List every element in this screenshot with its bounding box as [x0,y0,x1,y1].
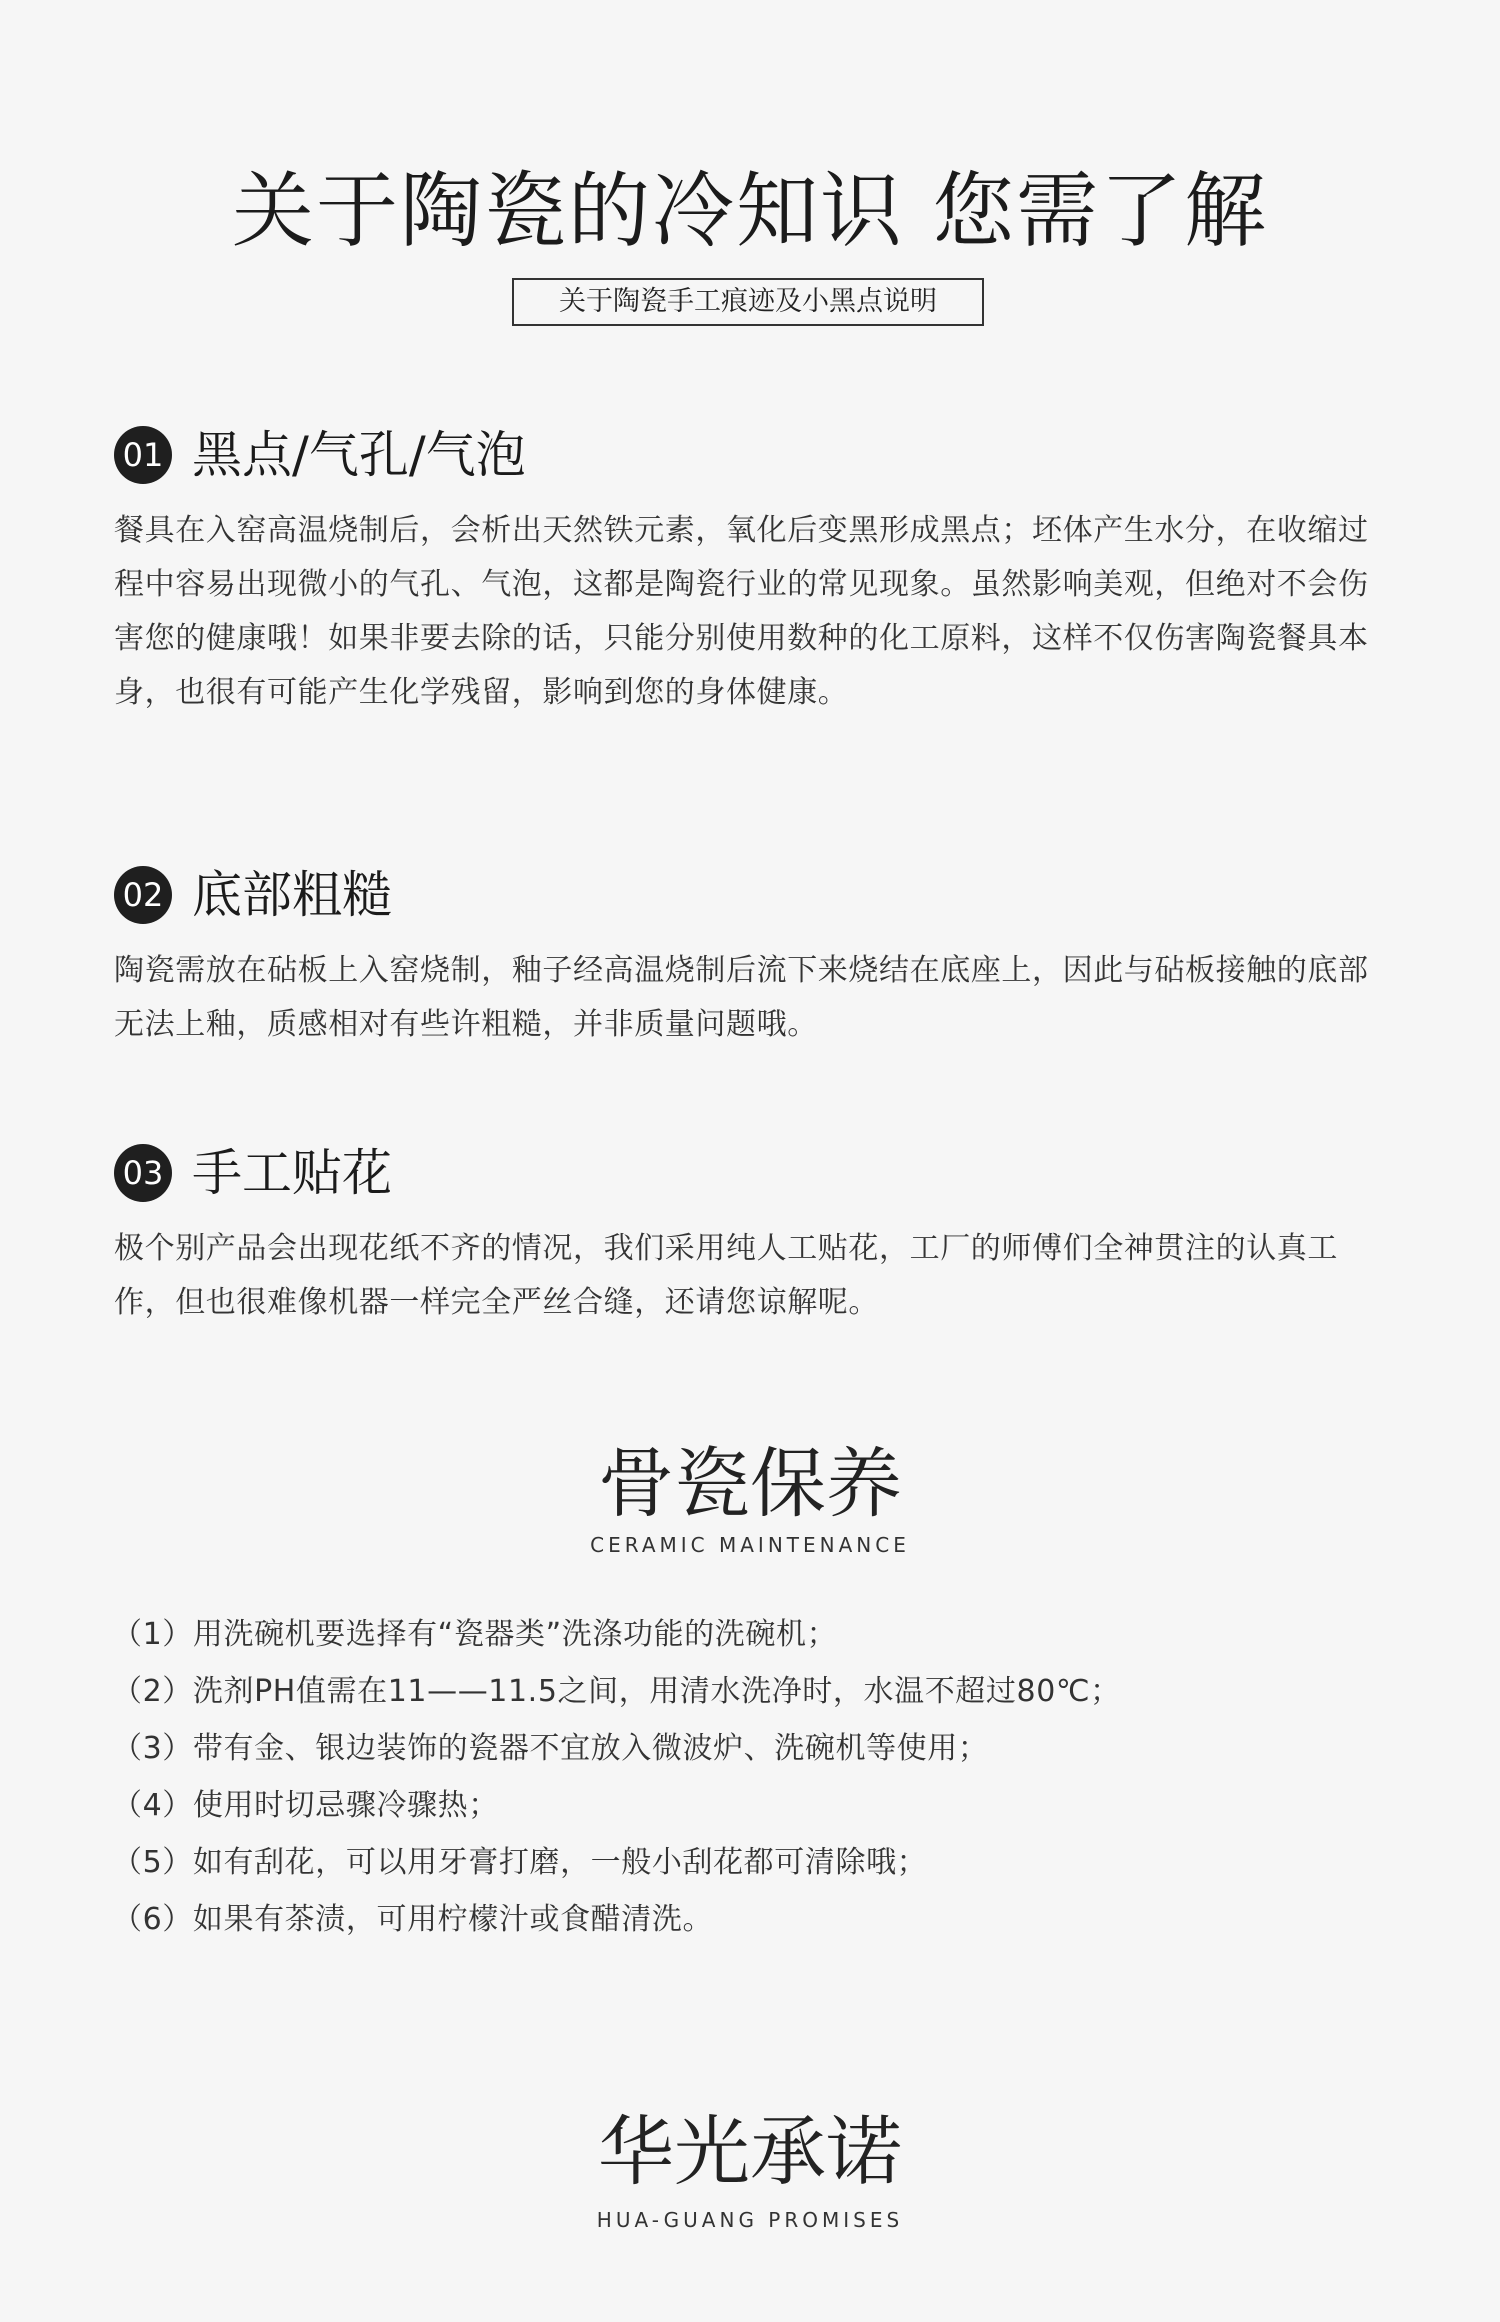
care-list-item: （5）如有刮花，可以用牙膏打磨，一般小刮花都可清除哦； [112,1845,928,1880]
section-black-spots [114,420,1389,720]
care-list-item: （2）洗剂PH值需在11——11.5之间，用清水洗净时，水温不超过80℃； [112,1674,1121,1709]
section-title: 黑点/气孔/气泡 [192,426,526,484]
page-title: 关于陶瓷的冷知识 您需了解 [231,164,1269,259]
section-header [114,420,1389,490]
care-list-item: （1）用洗碗机要选择有“瓷器类”洗涤功能的洗碗机； [112,1617,838,1652]
care-subtitle: CERAMIC MAINTENANCE [590,1533,910,1557]
section-title: 手工贴花 [192,1144,392,1202]
section-hand-decal [114,1138,1389,1330]
promise-title: 华光承诺 [598,2107,902,2196]
care-list-item: （4）使用时切忌骤冷骤热； [112,1788,499,1823]
section-header [114,1138,1389,1208]
section-body: 极个别产品会出现花纸不齐的情况，我们采用纯人工贴花，工厂的师傅们全神贯注的认真工作，但也很难像机器一样完全严丝合缝，还请您谅解呢。 [114,1231,1338,1320]
page-subtitle-box: 关于陶瓷手工痕迹及小黑点说明 [512,278,984,326]
section-body: 餐具在入窑高温烧制后，会析出天然铁元素，氧化后变黑形成黑点；坯体产生水分，在收缩过程中容易出现微小的气孔、气泡，这都是陶瓷行业的常见现象。虽然影响美观，但绝对不会伤害您的健康哦！如果非要去除的话，只能分别使用数种的化工原料，这样不仅伤害陶瓷餐具本身，也很有可能产生化学残留，影响到您的身体健康。 [114,513,1369,710]
section-header [114,860,1389,930]
care-title: 骨瓷保养 [598,1439,902,1528]
promise-subtitle: HUA-GUANG PROMISES [596,2208,904,2232]
section-rough-bottom [114,860,1389,1052]
care-list-item: （6）如果有茶渍，可用柠檬汁或食醋清洗。 [112,1902,714,1937]
section-number-badge: 02 [114,866,172,924]
care-list-item: （3）带有金、银边装饰的瓷器不宜放入微波炉、洗碗机等使用； [112,1731,989,1766]
section-number-badge: 01 [114,426,172,484]
care-list [112,1606,1392,1948]
section-number-badge: 03 [114,1144,172,1202]
section-body: 陶瓷需放在砧板上入窑烧制，釉子经高温烧制后流下来烧结在底座上，因此与砧板接触的底部无法上釉，质感相对有些许粗糙，并非质量问题哦。 [114,953,1369,1042]
section-title: 底部粗糙 [192,866,392,924]
